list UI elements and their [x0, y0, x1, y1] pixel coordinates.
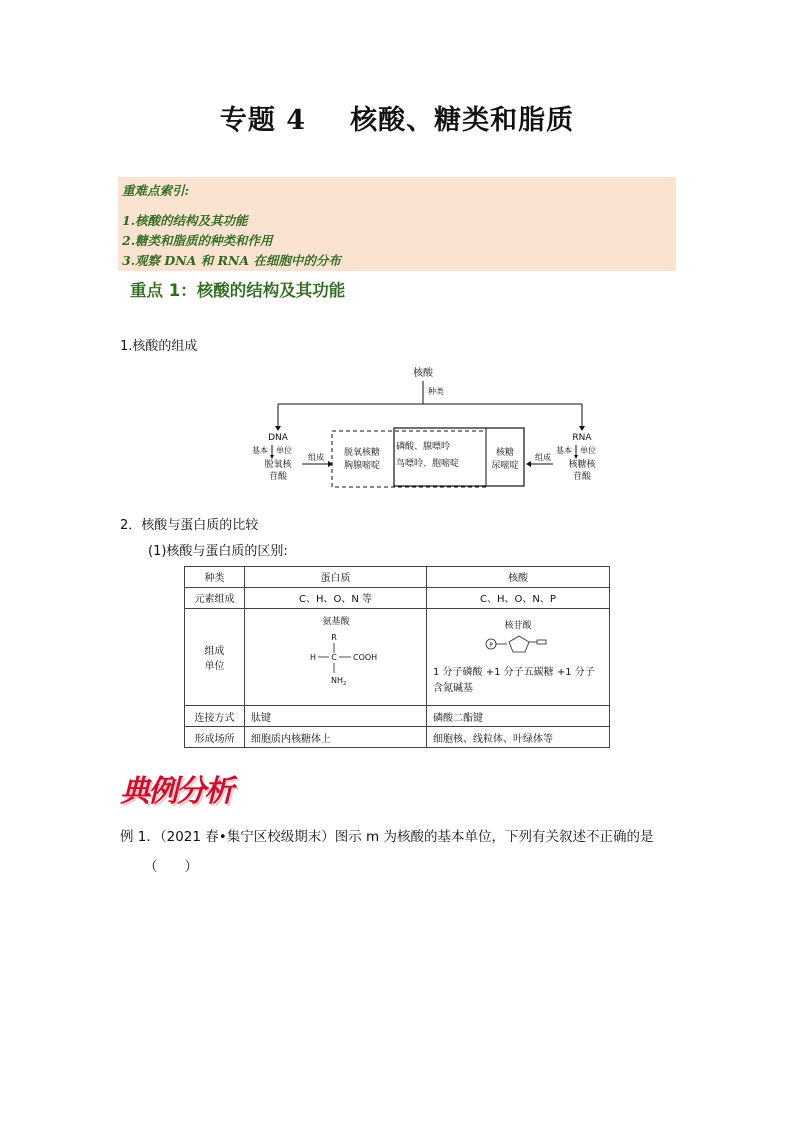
dna-label: DNA: [268, 433, 288, 443]
table-header: 蛋白质: [245, 567, 427, 588]
page-title: [0, 98, 794, 137]
amino-acid-label: 氨基酸: [322, 617, 350, 628]
amino-acid-structure: [251, 612, 421, 698]
table-cell: C、H、O、N、P: [427, 587, 610, 608]
atom-cooh: COOH: [353, 653, 378, 663]
shared-bases-label: 鸟嘌呤、胞嘧啶: [396, 459, 460, 469]
table-header: 核酸: [427, 567, 610, 588]
section-heading: 2．核酸与蛋白质的比较: [120, 518, 259, 533]
atom-nh2: $NH_2$: [331, 676, 347, 688]
base-icon: [537, 640, 546, 644]
table-row: [185, 706, 610, 727]
ribonucleotide-label: 苷酸: [572, 472, 592, 482]
compose-label: 组成: [308, 453, 324, 462]
key-index-box: [118, 177, 676, 271]
section-heading: 1.核酸的组成: [120, 339, 198, 354]
table-cell: 细胞核、线粒体、叶绿体等: [427, 727, 610, 748]
ribose-label: 核糖: [495, 448, 515, 458]
arrow-head: [579, 426, 585, 431]
unit-label: 单位: [276, 446, 292, 455]
pentose-icon: [509, 636, 529, 652]
index-header: 重难点索引:: [122, 183, 190, 198]
table-cell: 元素组成: [185, 587, 245, 608]
table-cell: C、H、O、N 等: [245, 587, 427, 608]
compose-label: 组成: [535, 453, 551, 462]
nucleotide-label: 核苷酸: [504, 621, 532, 632]
table-row: [185, 567, 610, 588]
atom-h: H: [309, 653, 317, 663]
arrow-head: [270, 455, 274, 459]
index-item: 1.核酸的结构及其功能: [122, 213, 248, 228]
phosphate-letter: P: [489, 642, 493, 650]
deoxy-nucleotide-label: 苷酸: [268, 472, 288, 482]
atom-r: R: [331, 633, 337, 643]
uracil-label: 尿嘧啶: [491, 461, 519, 471]
title-text: 核酸、糖类和脂质: [350, 105, 575, 136]
ribonucleotide-label: 核糖核: [568, 460, 596, 470]
table-cell: 磷酸二酯键: [427, 706, 610, 727]
atom-c: C: [331, 653, 337, 663]
example-question: 例 1．（2021 春•集宁区校级期末）图示 m 为核酸的基本单位，下列有关叙述不正确的是: [120, 829, 654, 845]
unit-label-line: 组成: [204, 645, 225, 657]
nucleotide-structure: [433, 616, 603, 662]
unit-label: 单位: [580, 446, 596, 455]
table-row: [185, 608, 610, 706]
arrow-head: [526, 461, 531, 467]
table-cell: 细胞质内核糖体上: [245, 727, 427, 748]
thymine-label: 胸腺嘧啶: [343, 461, 381, 471]
index-item: 2.糖类和脂质的种类和作用: [122, 233, 273, 248]
example-analysis-banner: [120, 766, 232, 810]
comparison-table: [184, 566, 610, 748]
key-point-heading: 重点 1：核酸的结构及其功能: [130, 281, 346, 300]
unit-label-line: 单位: [204, 660, 225, 672]
table-row: [185, 727, 610, 748]
unit-label: 基本: [556, 446, 572, 455]
arrow-head: [275, 426, 281, 431]
diagram-kind: 种类: [428, 387, 444, 396]
nucleotide-description: 1 分子磷酸 +1 分子五碳糖 +1 分子含氮碱基: [433, 667, 595, 695]
table-row: [185, 587, 610, 608]
arrow-head: [574, 455, 578, 459]
table-cell: [185, 608, 245, 706]
deoxyribose-label: 脱氧核糖: [343, 448, 381, 458]
nucleic-acid-diagram: [250, 360, 610, 495]
table-cell: 形成场所: [185, 727, 245, 748]
shared-bases-label: 磷酸、腺嘌呤: [396, 442, 451, 452]
title-number: 专题 4: [219, 105, 307, 136]
table-cell: 连接方式: [185, 706, 245, 727]
rna-label: RNA: [572, 433, 592, 443]
unit-label: 基本: [252, 446, 268, 455]
table-header: 种类: [185, 567, 245, 588]
diagram-top: 核酸: [413, 368, 433, 379]
subsection-heading: (1)核酸与蛋白质的区别:: [148, 544, 288, 559]
table-cell: [427, 608, 610, 706]
table-cell: [245, 608, 427, 706]
index-item: 3.观察 DNA 和 RNA 在细胞中的分布: [122, 253, 341, 268]
table-cell: 肽键: [245, 706, 427, 727]
answer-blank: （ ）: [144, 859, 198, 875]
deoxy-nucleotide-label: 脱氧核: [264, 460, 292, 470]
example-header-text: 典例分析: [120, 774, 232, 809]
